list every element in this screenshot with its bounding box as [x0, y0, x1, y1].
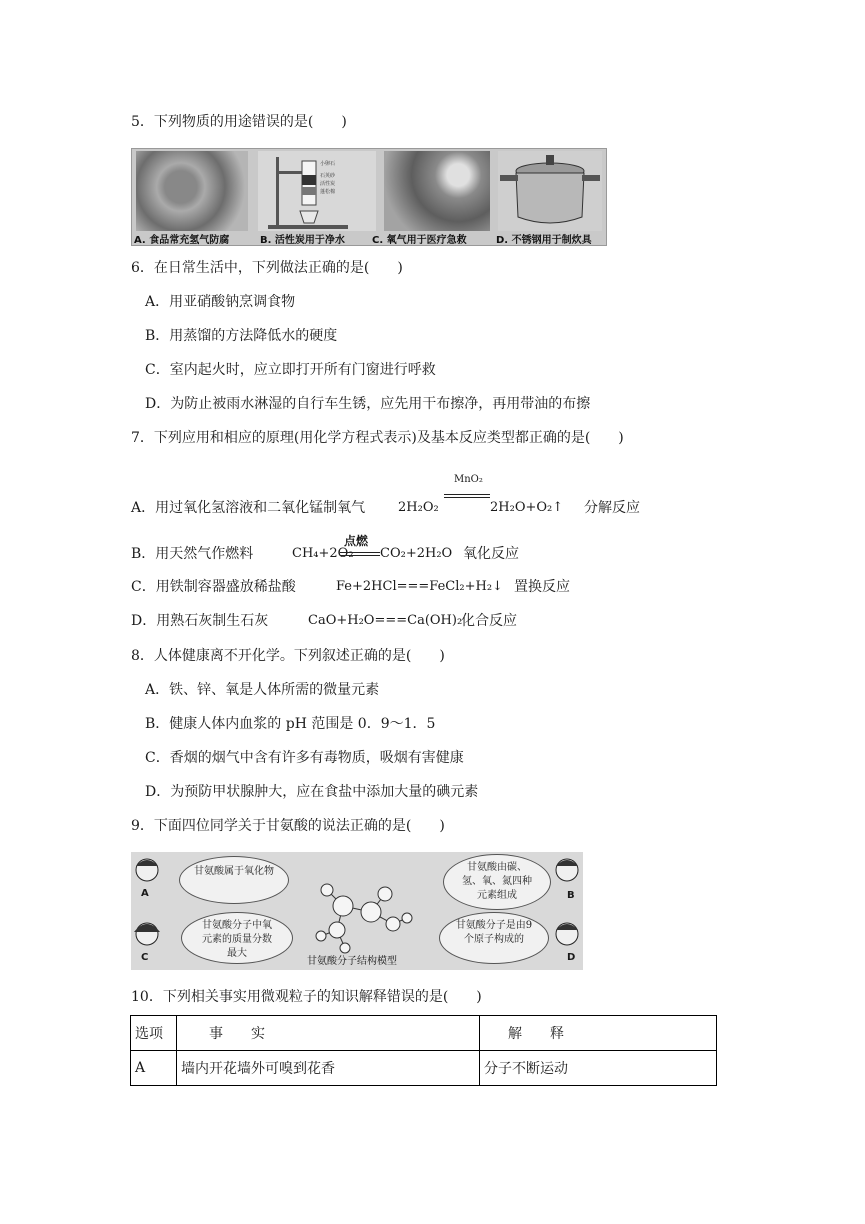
q7a-catalyst: MnO₂: [454, 474, 483, 485]
q7d-text: D．用熟石灰制生石灰: [131, 613, 269, 629]
q7b-condition: 点燃: [344, 534, 369, 548]
q7-stem: 7．下列应用和相应的原理(用化学方程式表示)及基本反应类型都正确的是( ): [131, 430, 624, 446]
q7b-type: 氧化反应: [463, 546, 519, 562]
q5-caption-c: C. 氧气用于医疗急救: [372, 235, 467, 246]
q7a-equals: [444, 494, 490, 498]
q5-photo-b: [258, 151, 376, 231]
q9-stem: 9．下面四位同学关于甘氨酸的说法正确的是( ): [131, 818, 445, 834]
q6-option-a: A．用亚硝酸钠烹调食物: [145, 294, 296, 310]
q10-stem: 10．下列相关事实用微观粒子的知识解释错误的是( ): [131, 989, 482, 1005]
q5-caption-a: A. 食品常充氢气防腐: [134, 235, 230, 246]
q7a-rhs: 2H₂O+O₂↑: [490, 500, 564, 515]
q8-option-b: B．健康人体内血浆的 pH 范围是 0．9～1．5: [145, 716, 436, 732]
q7a-lhs: 2H₂O₂: [398, 500, 439, 515]
table-cell-option: A: [131, 1051, 177, 1086]
q6-stem: 6．在日常生活中，下列做法正确的是( ): [131, 260, 403, 276]
q5-stem: 5．下列物质的用途错误的是( ): [131, 114, 347, 130]
q10-table: [130, 1015, 717, 1086]
q7c-text: C．用铁制容器盛放稀盐酸: [131, 579, 296, 595]
q9-bubble-a: 甘氨酸属于氧化物: [179, 856, 289, 904]
q5-photo-d: [498, 151, 602, 231]
q7d-type: 化合反应: [461, 613, 517, 629]
q8-option-c: C．香烟的烟气中含有许多有毒物质，吸烟有害健康: [145, 750, 464, 766]
q9-kid-d: D: [567, 952, 576, 963]
q7d-eq: CaO+H₂O===Ca(OH)₂: [308, 613, 463, 628]
q9-bubble-d: 甘氨酸分子是由9个原子构成的: [439, 912, 549, 964]
svg-text:小卵石: 小卵石: [320, 161, 336, 167]
svg-text:蓬松棉: 蓬松棉: [320, 189, 336, 195]
table-header-option: 选项: [131, 1016, 177, 1051]
q9-model-label: 甘氨酸分子结构模型: [307, 956, 397, 967]
q8-option-a: A．铁、锌、氧是人体所需的微量元素: [145, 682, 380, 698]
q9-kid-b: B: [567, 890, 575, 901]
q5-photo-c: [384, 151, 490, 231]
q6-option-b: B．用蒸馏的方法降低水的硬度: [145, 328, 338, 344]
q7b-rhs: CO₂+2H₂O: [380, 546, 453, 561]
table-cell-fact: 墙内开花墙外可嗅到花香: [177, 1051, 480, 1086]
svg-text:石英砂: 石英砂: [320, 173, 336, 179]
q6-option-d: D．为防止被雨水淋湿的自行车生锈，应先用干布擦净，再用带油的布擦: [145, 396, 591, 412]
q5-image-strip: [131, 148, 607, 246]
q9-image: [131, 852, 583, 970]
table-cell-explanation: 分子不断运动: [480, 1051, 717, 1086]
q7c-eq: Fe+2HCl===FeCl₂+H₂↓: [336, 579, 503, 594]
q5-caption-d: D. 不锈钢用于制炊具: [496, 235, 592, 246]
q9-kid-a: A: [141, 888, 149, 899]
q9-bubble-c: 甘氨酸分子中氧元素的质量分数最大: [181, 912, 293, 964]
table-header-fact: 事 实: [177, 1016, 480, 1051]
q9-kid-c: C: [141, 952, 149, 963]
q8-option-d: D．为预防甲状腺肿大，应在食盐中添加大量的碘元素: [145, 784, 479, 800]
q7c-type: 置换反应: [514, 579, 570, 595]
q7a-type: 分解反应: [584, 500, 640, 516]
q9-bubble-b: 甘氨酸由碳、氢、氧、氮四种元素组成: [443, 854, 551, 910]
table-header-explanation: 解 释: [480, 1016, 717, 1051]
table-header-row: [131, 1016, 717, 1051]
q5-caption-b: B. 活性炭用于净水: [260, 235, 345, 246]
svg-text:活性炭: 活性炭: [320, 181, 336, 187]
q8-stem: 8．人体健康离不开化学。下列叙述正确的是( ): [131, 648, 445, 664]
q7b-text: B．用天然气作燃料: [131, 546, 254, 562]
q6-option-c: C．室内起火时，应立即打开所有门窗进行呼救: [145, 362, 436, 378]
q7b-equals: [340, 552, 380, 556]
q7b-lhs: CH₄+2O₂: [292, 546, 354, 561]
q7a-text: A．用过氧化氢溶液和二氧化锰制氧气: [131, 500, 366, 516]
q5-photo-a: [136, 151, 248, 231]
table-row: [131, 1051, 717, 1086]
